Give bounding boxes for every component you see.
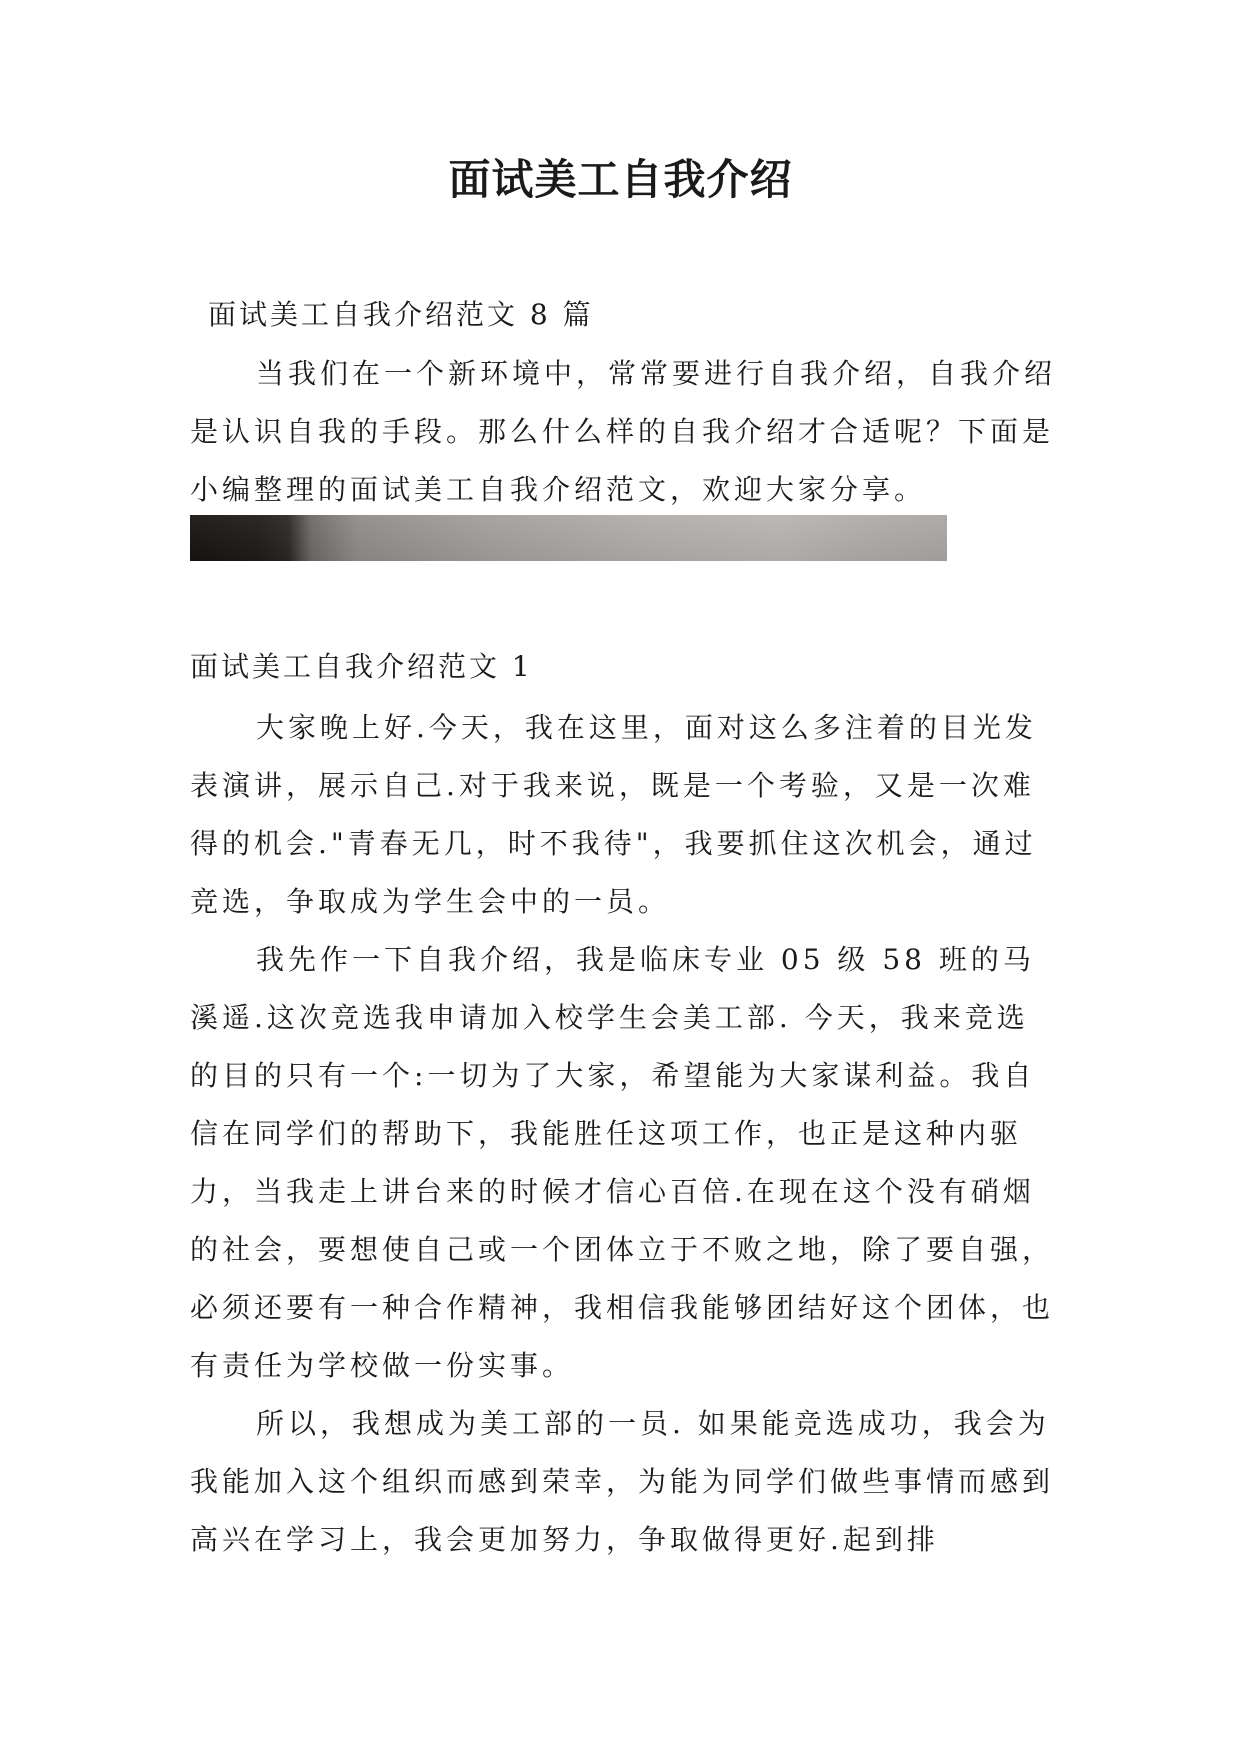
body-paragraph: 大家晚上好.今天，我在这里，面对这么多注着的目光发表演讲，展示自己.对于我来说，既是一个考验，又是一次难得的机会."青春无几，时不我待"，我要抓住这次机会，通过竞选，争取成为学生会中的一员。	[190, 711, 1037, 918]
document-title: 面试美工自我介绍	[448, 155, 793, 204]
body-paragraph: 所以，我想成为美工部的一员. 如果能竞选成功，我会为我能加入这个组织而感到荣幸，为能为同学们做些事情而感到高兴在学习上，我会更加努力，争取做得更好.起到排	[190, 1407, 1055, 1556]
document-subtitle: 面试美工自我介绍范文 8 篇	[208, 298, 594, 331]
body-paragraph: 我先作一下自我介绍，我是临床专业 05 级 58 班的马溪遥.这次竞选我申请加入校学生会美工部. 今天，我来竞选的目的只有一个:一切为了大家，希望能为大家谋利益。我自信在同学们的帮助下，我能胜任这项工作，也正是这种内驱力，当我走上讲台来的时候才信心百倍.在现在这个没有硝烟的社会，要想使自己或一个团体立于不败之地，除了要自强，必须还要有一种合作精神，我相信我能够团结好这个团体，也有责任为学校做一份实事。	[190, 943, 1055, 1382]
photo-shade	[190, 515, 947, 561]
section-body	[190, 699, 1060, 1569]
intro-paragraph: 当我们在一个新环境中，常常要进行自我介绍，自我介绍是认识自我的手段。那么什么样的自我介绍才合适呢？下面是小编整理的面试美工自我介绍范文，欢迎大家分享。	[190, 357, 1057, 506]
section-heading: 面试美工自我介绍范文 1	[190, 650, 533, 683]
embedded-photo-strip	[190, 515, 947, 561]
